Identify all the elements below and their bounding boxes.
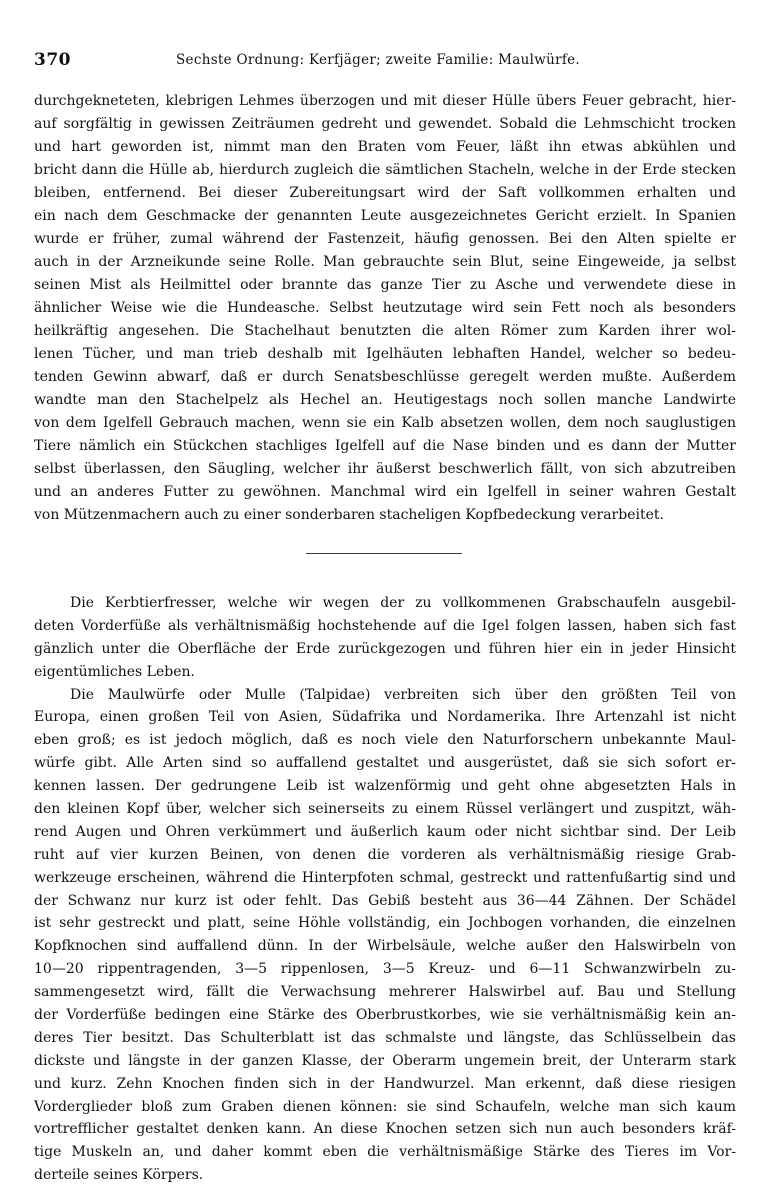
text-line: Europa, einen großen Teil von Asien, Südafrika und Nordamerika. Ihre Artenzahl ist nicht (34, 709, 736, 726)
text-line: ruht auf vier kurzen Beinen, von denen die vorderen als verhältnismäßig riesige Grab- (34, 846, 736, 863)
text-line: Tiere nämlich ein Stückchen stachliges Igelfell auf die Nase binden und es dann der Mutter (34, 438, 736, 454)
text-line: bricht dann die Hülle ab, hierdurch zugleich die sämtlichen Stacheln, welche in der Erde stecken (34, 162, 736, 178)
text-line: der Schwanz nur kurz ist oder fehlt. Das Gebiß besteht aus 36—44 Zähnen. Der Schädel (34, 892, 736, 909)
text-line: von dem Igelfell Gebrauch machen, wenn sie ein Kalb absetzen wollen, dem noch sauglustigen (34, 415, 736, 431)
text-line: wurde er früher, zumal während der Fastenzeit, häufig genossen. Bei den Alten spielte er (34, 231, 736, 247)
text-line: gänzlich unter die Oberfläche der Erde zurückgezogen und führen hier ein in jeder Hinsicht (34, 640, 736, 657)
text-line: tige Muskeln an, und daher kommt eben die verhältnismäßige Stärke des Tieres im Vor- (34, 1144, 736, 1161)
text-line: eigentümliches Leben. (34, 663, 195, 680)
text-line: heilkräftig angesehen. Die Stachelhaut benutzten die alten Römer zum Karden ihrer wol- (34, 323, 736, 339)
text-line: Vorderglieder bloß zum Graben dienen können: sie sind Schaufeln, welche man sich kaum (34, 1098, 736, 1115)
paragraph-hedgehog-uses (34, 90, 736, 527)
text-line: auf sorgfältig in gewissen Zeiträumen gedreht und gewendet. Sobald die Lehmschicht trocken (34, 116, 736, 132)
text-line: seinen Mist als Heilmittel oder brannte das ganze Tier zu Asche und verwendete diese in (34, 277, 736, 293)
text-line: werkzeuge erscheinen, während die Hinterpfoten schmal, gestreckt und rattenfußartig sind und (34, 869, 736, 886)
text-line: und an anderes Futter zu gewöhnen. Manchmal wird ein Igelfell in seiner wahren Gestalt (34, 484, 736, 500)
text-line: kennen lassen. Der gedrungene Leib ist walzenförmig und geht ohne abgesetzten Hals in (34, 778, 736, 795)
section-divider (306, 553, 462, 554)
text-line: deten Vorderfüße als verhältnismäßig hochstehende auf die Igel folgen lassen, haben sich fast (34, 617, 736, 634)
text-line: eben groß; es ist jedoch möglich, daß es noch viele den Naturforschern unbekannte Maul- (34, 732, 736, 749)
text-line: deres Tier besitzt. Das Schulterblatt ist das schmalste und längste, das Schlüsselbein das (34, 1029, 736, 1046)
text-line: tenden Gewinn abwarf, daß er durch Senatsbeschlüsse geregelt werden mußte. Außerdem (34, 369, 736, 385)
text-line: 10—20 rippentragenden, 3—5 rippenlosen, 3—5 Kreuz- und 6—11 Schwanzwirbeln zu- (34, 961, 736, 978)
text-line: auch in der Arzneikunde seine Rolle. Man gebrauchte sein Blut, seine Eingeweide, ja selbst (34, 254, 736, 270)
text-line: ist sehr gestreckt und platt, seine Höhle vollständig, ein Jochbogen vorhanden, die einzelnen (34, 915, 736, 932)
text-line: Die Kerbtierfresser, welche wir wegen der zu vollkommenen Grabschaufeln ausgebil- (70, 595, 736, 611)
text-line: derteile seines Körpers. (34, 1167, 204, 1184)
running-title: Sechste Ordnung: Kerfjäger; zweite Familie: Maulwürfe. (176, 52, 581, 68)
text-line: selbst überlassen, den Säugling, welcher ihr äußerst beschwerlich fällt, von sich abzutreiben (34, 461, 736, 477)
text-line: und hart geworden ist, nimmt man den Braten vom Feuer, läßt ihn etwas abkühlen und (34, 139, 736, 155)
text-line: sammengesetzt wird, fällt die Verwachsung mehrerer Halswirbel auf. Bau und Stellung (34, 984, 736, 1001)
page-number: 370 (34, 50, 71, 70)
text-line: Kopfknochen sind auffallend dünn. In der Wirbelsäule, welche außer den Halswirbeln von (34, 938, 736, 955)
page-header (34, 50, 728, 74)
section-moles (34, 592, 736, 1187)
text-line: von Mützenmachern auch zu einer sonderbaren stacheligen Kopfbedeckung verarbeitet. (34, 507, 664, 523)
text-line: und kurz. Zehn Knochen finden sich in der Handwurzel. Man erkennt, daß diese riesigen (34, 1075, 736, 1092)
text-line: durchgekneteten, klebrigen Lehmes überzogen und mit dieser Hülle übers Feuer gebracht, hier- (34, 93, 736, 109)
text-line: lenen Tücher, und man trieb deshalb mit Igelhäuten lebhaften Handel, welcher so bedeu- (34, 346, 736, 362)
text-line: der Vorderfüße bedingen eine Stärke des Oberbrustkorbes, wie sie verhältnismäßig kein an- (34, 1007, 736, 1024)
text-line: dickste und längste in der ganzen Klasse, der Oberarm ungemein breit, der Unterarm stark (34, 1052, 736, 1069)
text-line: wandte man den Stachelpelz als Hechel an. Heutigestags noch sollen manche Landwirte (34, 392, 736, 408)
text-line: den kleinen Kopf über, welcher sich seinerseits zu einem Rüssel verlängert und zuspitzt, wäh- (34, 801, 736, 818)
text-line: würfe gibt. Alle Arten sind so auffallend gestaltet und ausgerüstet, daß sie sich sofort er- (34, 755, 736, 772)
text-line: Die Maulwürfe oder Mulle (Talpidae) verbreiten sich über den größten Teil von (70, 686, 736, 703)
text-line: bleiben, entfernend. Bei dieser Zubereitungsart wird der Saft vollkommen erhalten und (34, 185, 736, 201)
text-line: rend Augen und Ohren verkümmert und äußerlich kaum oder nicht sichtbar sind. Der Leib (34, 823, 736, 840)
text-line: vortrefflicher gestaltet denken kann. An diese Knochen setzen sich nun auch besonders kräf- (34, 1121, 736, 1138)
text-line: ein nach dem Geschmacke der genannten Leute ausgezeichnetes Gericht erzielt. In Spanien (34, 208, 736, 224)
text-line: ähnlicher Weise wie die Hundeasche. Selbst heutzutage wird sein Fett noch als besonders (34, 300, 736, 316)
